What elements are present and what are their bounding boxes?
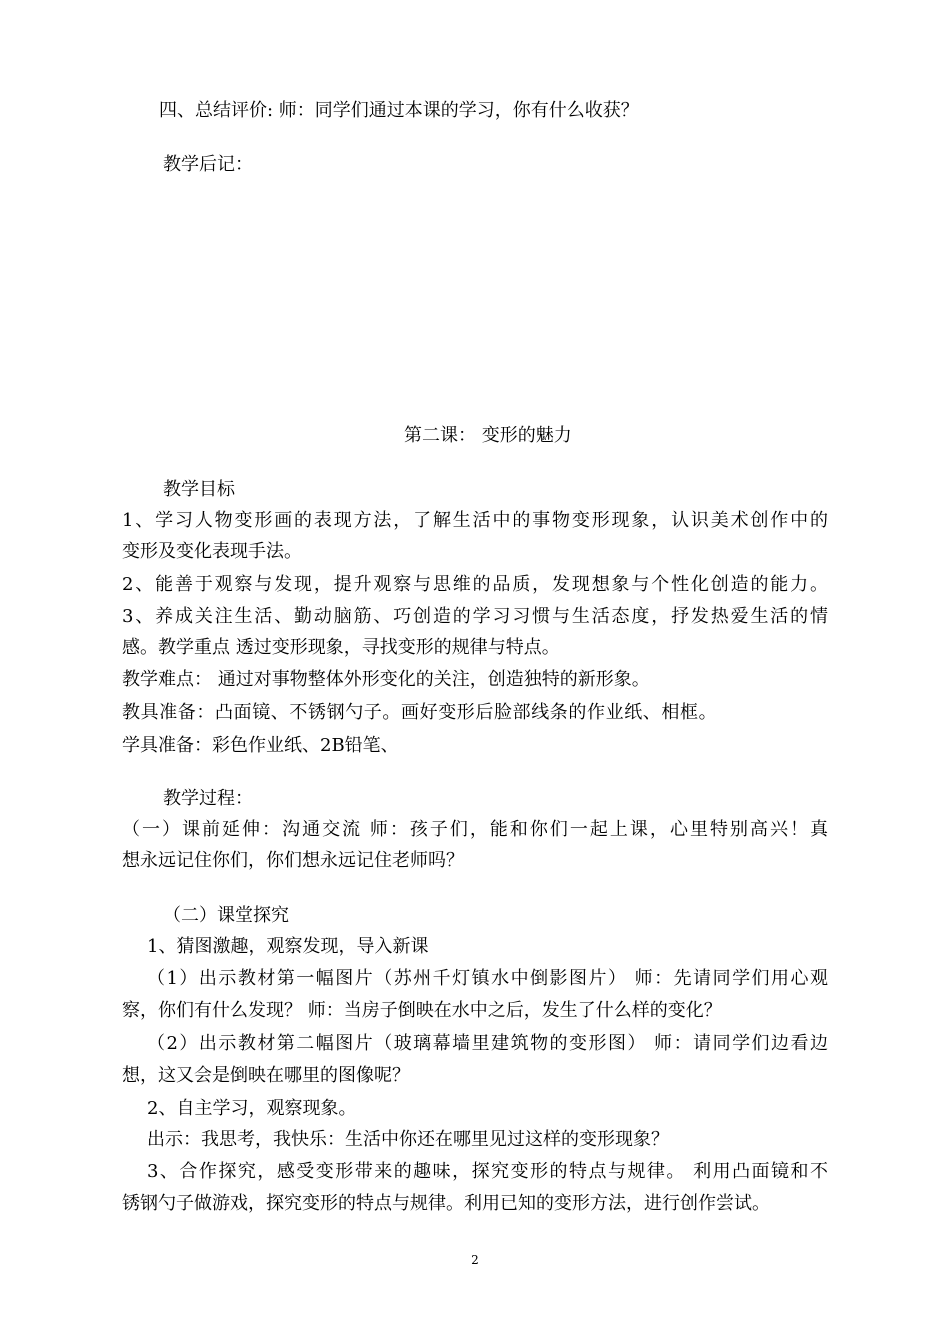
objective-2: 2、能善于观察与发现，提升观察与思维的品质，发现想象与个性化创造的能力。	[122, 574, 828, 595]
step-1: 1、猜图激趣，观察发现，导入新课	[147, 936, 429, 957]
step-3-line-1: 3、合作探究，感受变形带来的趣味，探究变形的特点与规律。 利用凸面镜和不	[147, 1161, 828, 1182]
teaching-postscript-label: 教学后记：	[163, 154, 253, 175]
objectives-heading: 教学目标	[163, 479, 235, 500]
summary-evaluation: 四、总结评价: 师：同学们通过本课的学习，你有什么收获？	[159, 100, 639, 121]
page-number: 2	[471, 1253, 479, 1267]
image-1-line-1: （1）出示教材第一幅图片（苏州千灯镇水中倒影图片） 师：先请同学们用心观	[147, 968, 828, 989]
pre-class-line-1: （一）课前延伸：沟通交流 师：孩子们，能和你们一起上课，心里特别高兴！真	[122, 819, 828, 840]
show-prompt: 出示：我思考，我快乐：生活中你还在哪里见过这样的变形现象？	[147, 1129, 669, 1150]
teaching-difficulty: 教学难点： 通过对事物整体外形变化的关注，创造独特的新形象。	[122, 669, 650, 690]
process-heading: 教学过程：	[163, 788, 253, 809]
step-3-line-2: 锈钢勺子做游戏，探究变形的特点与规律。利用已知的变形方法，进行创作尝试。	[122, 1193, 770, 1214]
teaching-tools: 教具准备：凸面镜、不锈钢勺子。画好变形后脸部线条的作业纸、相框。	[122, 702, 718, 723]
student-tools: 学具准备：彩色作业纸、2B铅笔、	[122, 735, 399, 756]
objective-1-line-1: 1、学习人物变形画的表现方法，了解生活中的事物变形现象，认识美术创作中的	[122, 510, 828, 531]
pre-class-line-2: 想永远记住你们，你们想永远记住老师吗？	[122, 850, 464, 871]
step-2: 2、自主学习，观察现象。	[147, 1098, 357, 1119]
objective-3-line-2: 感。教学重点 透过变形现象，寻找变形的规律与特点。	[122, 637, 560, 658]
image-2-line-2: 想，这又会是倒映在哪里的图像呢？	[122, 1065, 410, 1086]
image-2-line-1: （2）出示教材第二幅图片（玻璃幕墙里建筑物的变形图） 师：请同学们边看边	[147, 1033, 828, 1054]
image-1-line-2: 察，你们有什么发现？ 师：当房子倒映在水中之后，发生了什么样的变化？	[122, 1000, 722, 1021]
objective-3-line-1: 3、养成关注生活、勤动脑筋、巧创造的学习习惯与生活态度，抒发热爱生活的情	[122, 606, 828, 627]
lesson-title: 第二课： 变形的魅力	[404, 425, 572, 446]
inquiry-heading: （二）课堂探究	[163, 905, 289, 926]
objective-1-line-2: 变形及变化表现手法。	[122, 541, 302, 562]
